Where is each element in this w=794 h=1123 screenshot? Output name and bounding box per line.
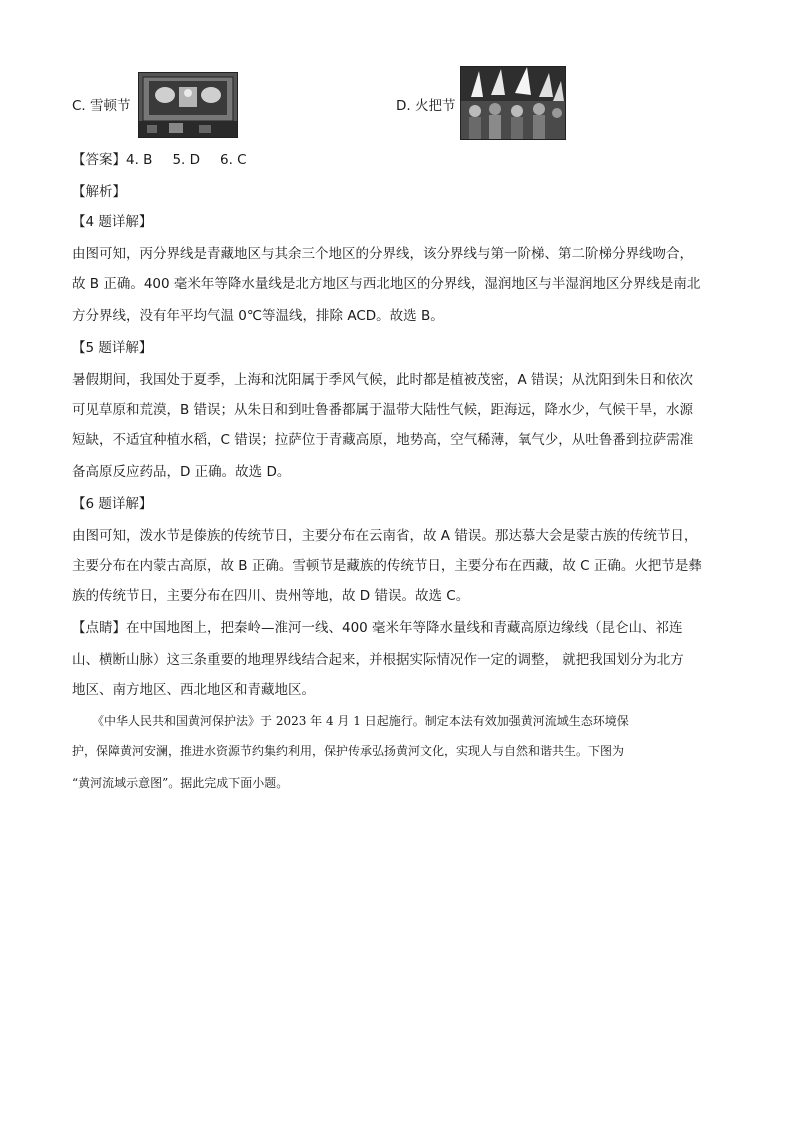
lead-line-1: 《中华人民共和国黄河保护法》于 2023 年 4 月 1 日起施行。制定本法有效加强黄河流域生态环境保	[92, 714, 629, 728]
q5-line-3: 短缺，不适宜种植水稻，C 错误；拉萨位于青藏高原，地势高，空气稀薄，氧气少，从吐鲁番到拉萨需准	[72, 432, 694, 448]
q6-line-1: 由图可知，泼水节是傣族的传统节日，主要分布在云南省，故 A 错误。那达慕大会是蒙古族的传统节日，	[72, 528, 698, 544]
answer-item-5: 5. D	[172, 152, 201, 168]
q6-heading: 【6 题详解】	[72, 496, 153, 512]
option-d-label: D. 火把节	[396, 98, 456, 114]
q6-line-3: 族的传统节日，主要分布在四川、贵州等地，故 D 错误。故选 C。	[72, 588, 470, 604]
q4-line-1: 由图可知，丙分界线是青藏地区与其余三个地区的分界线，该分界线与第一阶梯、第二阶梯分界线吻合，	[72, 246, 693, 262]
shoton-festival-image	[139, 73, 237, 137]
photo-shoton-festival	[138, 72, 238, 138]
q4-line-2: 故 B 正确。400 毫米年等降水量线是北方地区与西北地区的分界线，湿润地区与半湿润地区分界线是南北	[72, 276, 701, 292]
q5-line-1: 暑假期间，我国处于夏季，上海和沈阳属于季风气候，此时都是植被茂密，A 错误；从沈阳到朱日和依次	[72, 372, 694, 388]
answer-line	[72, 150, 722, 170]
tip-tag: 【点睛】	[72, 620, 126, 636]
tip-line-2: 山、横断山脉）这三条重要的地理界线结合起来，并根据实际情况作一定的调整， 就把我国划分为北方	[72, 652, 684, 668]
q5-line-4: 备高原反应药品，D 正确。故选 D。	[72, 464, 291, 480]
q4-heading: 【4 题详解】	[72, 214, 153, 230]
option-c-label: C. 雪顿节	[72, 98, 131, 114]
lead-line-2: 护，保障黄河安澜，推进水资源节约集约利用，保护传承弘扬黄河文化，实现人与自然和谐共生。下图为	[72, 744, 625, 758]
answer-item-4: 4. B	[126, 152, 153, 168]
lead-line-3: “黄河流域示意图”。据此完成下面小题。	[72, 776, 289, 790]
tip-line-1	[72, 618, 722, 638]
analysis-tag: 【解析】	[72, 184, 126, 200]
q5-heading: 【5 题详解】	[72, 340, 153, 356]
q5-line-2: 可见草原和荒漠，B 错误；从朱日和到吐鲁番都属于温带大陆性气候，距海远，降水少，气候干旱，水源	[72, 402, 694, 418]
answer-tag: 【答案】	[72, 152, 126, 168]
q4-line-3: 方分界线，没有年平均气温 0℃等温线，排除 ACD。故选 B。	[72, 308, 444, 324]
torch-festival-image	[461, 67, 565, 139]
tip-text-1: 在中国地图上，把秦岭—淮河一线、400 毫米年等降水量线和青藏高原边缘线（昆仑山、祁连	[126, 620, 683, 636]
photo-torch-festival	[460, 66, 566, 140]
answer-item-6: 6. C	[220, 152, 247, 168]
tip-line-3: 地区、南方地区、西北地区和青藏地区。	[72, 682, 315, 698]
q6-line-2: 主要分布在内蒙古高原，故 B 正确。雪顿节是藏族的传统节日，主要分布在西藏，故 C 正确。火把节是彝	[72, 558, 702, 574]
